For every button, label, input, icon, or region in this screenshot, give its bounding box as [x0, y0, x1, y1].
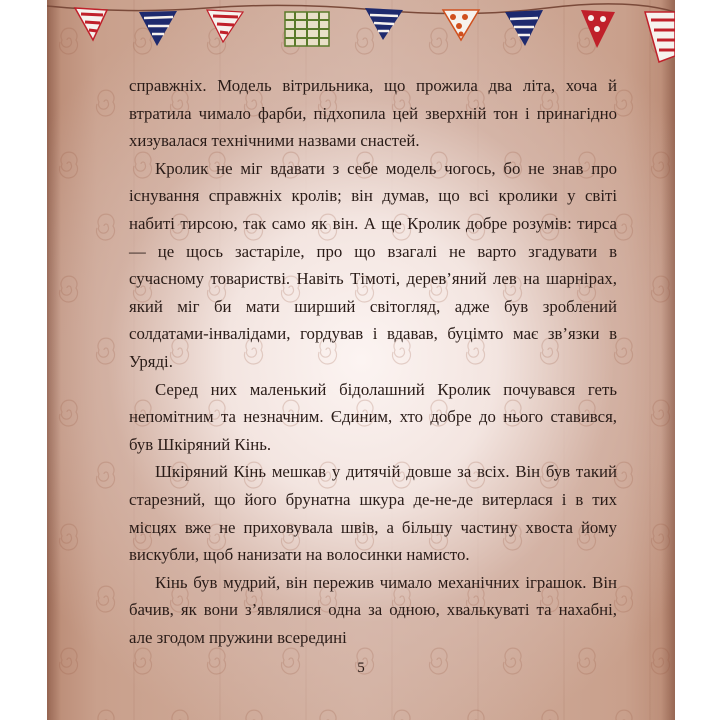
swirl-ornament: [651, 276, 669, 302]
story-text: [129, 72, 617, 651]
paragraph: Серед них маленький бідолашний Кролик почувався геть непомітним та незначним. Єдиним, хто добре до нього ставився, був Шкіряний Кінь.: [129, 379, 617, 454]
swirl-ornament: [614, 338, 632, 364]
swirl-ornament: [651, 400, 669, 426]
swirl-ornament: [466, 710, 484, 720]
swirl-ornament: [96, 214, 114, 240]
bunting-flags-decoration: [47, 0, 675, 70]
bunting-flag: [139, 11, 177, 46]
swirl-ornament: [96, 90, 114, 116]
swirl-ornament: [170, 710, 188, 720]
bunting-flag: [207, 10, 243, 42]
swirl-ornament: [96, 338, 114, 364]
bunting-flag: [505, 10, 543, 46]
swirl-ornament: [614, 586, 632, 612]
swirl-ornament: [96, 462, 114, 488]
bunting-flag: [365, 8, 403, 40]
swirl-ornament: [614, 710, 632, 720]
swirl-ornament: [59, 276, 77, 302]
swirl-ornament: [614, 462, 632, 488]
swirl-ornament: [59, 152, 77, 178]
bunting-flag: [581, 10, 615, 48]
swirl-ornament: [96, 710, 114, 720]
swirl-ornament: [59, 400, 77, 426]
swirl-ornament: [244, 710, 262, 720]
paragraph: Кінь був мудрий, він пережив чимало механічних іграшок. Він бачив, як вони з’являлися одна за одною, хвалькуваті та нахабні, але згодом пружини всередині: [129, 572, 617, 647]
bunting-flag: [285, 12, 329, 46]
paragraph: Кролик не міг вдавати з себе модель чогось, бо не знав про існування справжніх кролів; він думав, що всі кролики у світі набиті тирсою, так само як він. А ще Кролик добре розумів: тирса — це щось застаріле, про що взагалі не варто згадувати в сучасному товаристві. Навіть Тімоті, дерев’яний лев на шарнірах, який міг би мати ширший світогляд, адже був зроблений солдатами-інвалідами, гордував і вдавав, буцімто має зв’язки в Уряді.: [129, 158, 617, 371]
swirl-ornament: [651, 152, 669, 178]
bunting-flag: [75, 8, 107, 40]
swirl-ornament: [96, 586, 114, 612]
swirl-ornament: [614, 90, 632, 116]
paragraph: Шкіряний Кінь мешкав у дитячій довше за всіх. Він був такий старезний, що його брунатна шкура де-не-де витерлася і в тих місцях вже не приховувала швів, а більшу частину хвоста йому вискубли, щоб нанизати на волосинки намисто.: [129, 462, 617, 565]
swirl-ornament: [651, 524, 669, 550]
swirl-ornament: [540, 710, 558, 720]
page-number: 5: [357, 660, 365, 676]
swirl-ornament: [614, 214, 632, 240]
swirl-ornament: [318, 710, 336, 720]
bunting-flag: [443, 10, 479, 40]
book-page: [47, 0, 675, 720]
paragraph: справжніх. Модель вітрильника, що прожила два літа, хоча й втратила чимало фарби, підхопила цей зверхній тон і принагідно хизувалася технічними назвами снастей.: [129, 76, 617, 151]
bunting-flag: [645, 12, 675, 62]
swirl-ornament: [59, 524, 77, 550]
swirl-ornament: [392, 710, 410, 720]
